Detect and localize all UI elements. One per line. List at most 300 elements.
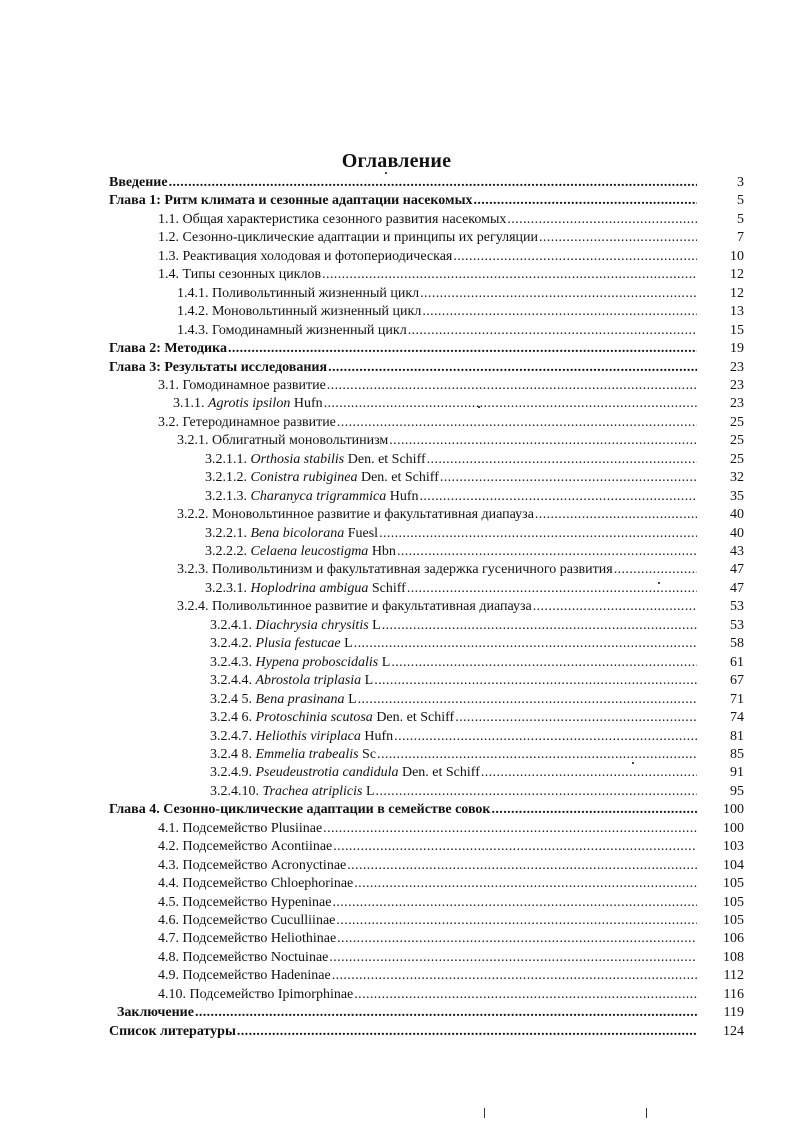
- toc-entry-number: 3.2.1.3.: [205, 488, 247, 504]
- dot-leader: [507, 211, 697, 229]
- toc-entry-label: [158, 875, 353, 893]
- toc-page-number: 81: [730, 728, 744, 744]
- scan-speck: [385, 172, 387, 174]
- toc-entry[interactable]: [0, 377, 793, 395]
- toc-entry-number: 3.2.2.: [177, 507, 209, 523]
- toc-page-number: 23: [730, 377, 744, 393]
- toc-entry-line: [210, 764, 697, 782]
- dot-leader: [535, 506, 697, 524]
- toc-entry-number: 3.2.4 5.: [210, 691, 252, 707]
- dot-leader: [389, 432, 697, 450]
- toc-entry-line: [177, 561, 697, 579]
- toc-entry-title: Подсемейство Chloephorinae: [182, 876, 354, 892]
- toc-entry-title: Поливольтинный жизненный цикл: [212, 285, 420, 301]
- toc-page-number: 74: [730, 710, 744, 726]
- toc-entry-title: Гомодинамный жизненный цикл: [212, 322, 407, 338]
- dot-leader: [376, 783, 697, 801]
- toc-entry-title: Подсемейство Hypeninae: [182, 894, 332, 910]
- dot-leader: [374, 672, 697, 690]
- toc-page-number: 105: [723, 913, 744, 928]
- toc-page-number: 103: [723, 839, 744, 855]
- dot-leader: [420, 285, 697, 303]
- toc-page-number: 19: [730, 341, 744, 357]
- toc-entry[interactable]: [0, 229, 793, 247]
- toc-entry[interactable]: [0, 691, 793, 709]
- toc-entry[interactable]: [0, 820, 793, 838]
- toc-entry-line: [109, 1023, 697, 1041]
- toc-page-number: 35: [730, 488, 744, 504]
- dot-leader: [422, 303, 697, 321]
- toc-entry-label: [158, 820, 322, 838]
- toc-entry-line: [158, 912, 697, 930]
- toc-entry-line: [158, 414, 697, 432]
- toc-entry-line: [177, 285, 697, 303]
- toc-page-number: 12: [730, 267, 744, 283]
- toc-entry[interactable]: [0, 783, 793, 801]
- toc-entry-line: [109, 174, 697, 192]
- toc-species-name: Abrostola triplasia: [255, 673, 362, 689]
- toc-entry[interactable]: [0, 801, 793, 819]
- toc-entry-label: [109, 359, 327, 377]
- toc-species-name: Protoschinia scutosa: [255, 710, 373, 726]
- toc-entry-number: 4.5.: [158, 894, 179, 910]
- toc-entry-label: [177, 303, 421, 321]
- toc-entry-title: Подсемейство Hadeninae: [182, 968, 331, 984]
- toc-entry[interactable]: [0, 561, 793, 579]
- toc-entry-line: [205, 543, 697, 561]
- toc-entry[interactable]: [0, 248, 793, 266]
- dot-leader: [333, 838, 697, 856]
- toc-page-number: 25: [730, 433, 744, 449]
- toc-entry-line: [158, 857, 697, 875]
- toc-entry-number: 4.6.: [158, 913, 179, 928]
- toc-entry-line: [205, 580, 697, 598]
- toc-page-number: 104: [723, 857, 744, 873]
- toc-entry-line: [109, 801, 697, 819]
- toc-entry-line: [210, 709, 697, 727]
- toc-entry-number: 3.2.4.4.: [210, 673, 252, 689]
- toc-entry[interactable]: [0, 598, 793, 616]
- toc-page-number: 108: [723, 949, 744, 965]
- dot-leader: [237, 1023, 697, 1041]
- toc-entry[interactable]: [0, 1023, 793, 1041]
- toc-entry-title: Типы сезонных циклов: [182, 267, 322, 283]
- toc-page-number: 61: [730, 654, 744, 670]
- toc-entry-label: [210, 728, 393, 746]
- dot-leader: [377, 746, 697, 764]
- toc-entry-line: [210, 783, 697, 801]
- toc-entry[interactable]: [0, 1004, 793, 1022]
- toc-entry[interactable]: [0, 211, 793, 229]
- scan-mark: [646, 1108, 647, 1118]
- toc-entry-label: [158, 266, 321, 284]
- toc-species-author: Hufn: [389, 488, 419, 504]
- dot-leader: [327, 377, 697, 395]
- toc-species-name: Celaena leucostigma: [250, 544, 369, 559]
- toc-entry[interactable]: [0, 949, 793, 967]
- dot-leader: [337, 414, 697, 432]
- dot-leader: [394, 728, 697, 746]
- toc-entry-label: [177, 598, 532, 616]
- toc-page-number: 95: [730, 783, 744, 799]
- toc-page-number: 53: [730, 599, 744, 615]
- toc-entry[interactable]: [0, 340, 793, 358]
- toc-entry[interactable]: [0, 451, 793, 469]
- dot-leader: [391, 654, 697, 672]
- toc-species-author: L: [372, 617, 381, 633]
- toc-entry-label: [158, 414, 336, 432]
- toc-species-author: Hbn: [371, 544, 396, 559]
- toc-page-number: 67: [730, 673, 744, 689]
- toc-entry-number: 3.2.4.1.: [210, 617, 252, 633]
- toc-entry-number: 1.4.3.: [177, 322, 209, 338]
- toc-entry-number: 1.2.: [158, 230, 179, 246]
- toc-entry[interactable]: [0, 359, 793, 377]
- toc-page-number: 25: [730, 414, 744, 430]
- toc-page-number: 40: [730, 525, 744, 541]
- toc-entry-line: [158, 820, 697, 838]
- toc-entry[interactable]: [0, 266, 793, 284]
- dot-leader: [195, 1004, 697, 1022]
- toc-species-author: L: [348, 691, 357, 707]
- toc-entry-label: [158, 229, 538, 247]
- dot-leader: [382, 617, 697, 635]
- dot-leader: [427, 451, 697, 469]
- dot-leader: [379, 525, 697, 543]
- toc-entry-title: Общая характеристика сезонного развития насекомых: [182, 211, 507, 227]
- toc-entry-label: [205, 543, 396, 561]
- scan-speck: [478, 406, 480, 408]
- toc-entry[interactable]: [0, 285, 793, 303]
- toc-entry-line: [205, 525, 697, 543]
- toc-entry-title: Гетеродинамное развитие: [182, 414, 336, 430]
- toc-entry[interactable]: [0, 192, 793, 210]
- toc-entry-title: Моновольтинный жизненный цикл: [212, 304, 422, 320]
- toc-entry-label: [158, 838, 332, 856]
- toc-entry[interactable]: [0, 469, 793, 487]
- toc-entry-number: 4.4.: [158, 876, 179, 892]
- toc-entry-number: 3.2.4.2.: [210, 636, 252, 652]
- dot-leader: [354, 635, 697, 653]
- toc-species-author: Den. et Schiff: [347, 451, 426, 467]
- toc-entry-label: [177, 506, 534, 524]
- toc-page-number: 40: [730, 507, 744, 523]
- toc-page-number: 100: [723, 802, 744, 818]
- toc-entry-title: Подсемейство Ipimorphinae: [189, 986, 354, 1002]
- toc-entry[interactable]: [0, 414, 793, 432]
- dot-leader: [336, 912, 697, 930]
- toc-entry[interactable]: [0, 506, 793, 524]
- toc-species-name: Diachrysia chrysitis: [255, 617, 369, 633]
- toc-entry-number: 1.1.: [158, 211, 179, 227]
- toc-entry-number: 1.4.: [158, 267, 179, 283]
- dot-leader: [228, 340, 697, 358]
- toc-entry-title: Сезонно-циклические адаптации и принципы их регуляции: [182, 230, 539, 246]
- toc-entry[interactable]: [0, 764, 793, 782]
- toc-page-number: 100: [723, 820, 744, 836]
- toc-entry-label: [210, 654, 390, 672]
- toc-entry-line: [173, 395, 697, 413]
- toc-entry[interactable]: [0, 930, 793, 948]
- dot-leader: [420, 488, 698, 506]
- dot-leader: [169, 174, 697, 192]
- toc-entry-title: Гомодинамное развитие: [182, 377, 326, 393]
- toc-entry-label: [210, 746, 376, 764]
- toc-entry-label: [210, 617, 381, 635]
- toc-entry-label: [210, 709, 454, 727]
- toc-entry[interactable]: [0, 986, 793, 1004]
- toc-entry-number: 3.2.2.1.: [205, 525, 247, 541]
- toc-entry-title: Заключение: [117, 1005, 194, 1021]
- toc-page-number: 124: [723, 1023, 744, 1039]
- scan-speck: [658, 582, 660, 584]
- toc-entry[interactable]: [0, 303, 793, 321]
- toc-entry-label: [158, 377, 326, 395]
- toc-species-author: Den. et Schiff: [401, 765, 480, 781]
- toc-entry-label: [205, 451, 426, 469]
- toc-page-number: 13: [730, 304, 744, 320]
- toc-page-number: 12: [730, 285, 744, 301]
- toc-page-number: 112: [723, 968, 744, 984]
- dot-leader: [481, 764, 697, 782]
- dot-leader: [328, 359, 697, 377]
- toc-page-number: 106: [723, 931, 744, 947]
- scan-mark: [484, 1108, 485, 1118]
- toc-entry-line: [158, 875, 697, 893]
- toc-page-number: 32: [730, 470, 744, 486]
- toc-entry-line: [210, 654, 697, 672]
- toc-page-number: 5: [737, 193, 744, 209]
- toc-entry-number: 3.2.3.1.: [205, 580, 247, 596]
- toc-entry[interactable]: [0, 543, 793, 561]
- toc-entry-title: Подсемейство Cuculliinae: [182, 913, 336, 928]
- toc-entry-label: [177, 322, 407, 340]
- toc-entry[interactable]: [0, 894, 793, 912]
- toc-entry-label: [210, 783, 375, 801]
- toc-entry-line: [158, 838, 697, 856]
- toc-entry-number: 3.2.4.10.: [210, 783, 259, 799]
- dot-leader: [347, 857, 697, 875]
- toc-entry-number: 4.3.: [158, 857, 179, 873]
- toc-entry-title: Подсемейство Plusiinae: [182, 820, 323, 836]
- dot-leader: [332, 967, 697, 985]
- dot-leader: [614, 561, 697, 579]
- toc-entry-line: [158, 949, 697, 967]
- toc-entry[interactable]: [0, 635, 793, 653]
- toc-entry-title: Поливольтинизм и факультативная задержка гусеничного развития: [212, 562, 613, 578]
- dot-leader: [337, 930, 697, 948]
- toc-entry[interactable]: [0, 967, 793, 985]
- toc-entry-line: [109, 192, 697, 210]
- toc-entry-label: [158, 967, 331, 985]
- toc-species-name: Trachea atriplicis: [262, 783, 363, 799]
- toc-species-name: Orthosia stabilis: [250, 451, 345, 467]
- toc-entry[interactable]: [0, 746, 793, 764]
- toc-entry-line: [158, 229, 697, 247]
- dot-leader: [407, 580, 697, 598]
- toc-entry-line: [158, 986, 697, 1004]
- toc-entry-line: [177, 303, 697, 321]
- toc-entry-number: 3.1.1.: [173, 396, 205, 412]
- dot-leader: [324, 395, 697, 413]
- toc-entry[interactable]: [0, 432, 793, 450]
- toc-entry-line: [205, 451, 697, 469]
- toc-entry-label: [109, 192, 473, 210]
- toc-page-number: 25: [730, 451, 744, 467]
- toc-entry-number: 3.2.4 8.: [210, 746, 252, 762]
- toc-entry-number: 3.2.4.9.: [210, 765, 252, 781]
- toc-page-number: 91: [730, 765, 744, 781]
- toc-entry[interactable]: [0, 875, 793, 893]
- toc-entry-number: 1.3.: [158, 248, 179, 264]
- toc-entry-label: [158, 912, 335, 930]
- toc-entry[interactable]: [0, 617, 793, 635]
- toc-entry-label: [109, 340, 227, 358]
- toc-page-number: 23: [730, 396, 744, 412]
- dot-leader: [539, 229, 697, 247]
- toc-entry[interactable]: [0, 857, 793, 875]
- toc-species-name: Pseudeustrotia candidula: [255, 765, 399, 781]
- toc-entry[interactable]: [0, 488, 793, 506]
- toc-entry-title: Глава 3: Результаты исследования: [109, 359, 328, 375]
- toc-entry-line: [177, 506, 697, 524]
- toc-entry-label: [205, 488, 419, 506]
- page-title: Оглавление: [341, 150, 452, 172]
- toc-entry-line: [158, 266, 697, 284]
- toc-entry-number: 4.8.: [158, 949, 179, 965]
- toc-entry-title: Глава 1: Ритм климата и сезонные адаптации насекомых: [109, 193, 473, 209]
- toc-entry-label: [205, 525, 378, 543]
- toc-entry-label: [158, 248, 452, 266]
- toc-entry-label: [158, 930, 336, 948]
- toc-entry-number: 4.10.: [158, 986, 186, 1002]
- toc-species-author: L: [365, 783, 375, 799]
- toc-entry[interactable]: [0, 395, 793, 413]
- dot-leader: [453, 248, 697, 266]
- toc-entry[interactable]: [0, 322, 793, 340]
- toc-entry-label: [158, 211, 506, 229]
- toc-entry-number: 3.2.4.7.: [210, 728, 252, 744]
- toc-entry-number: 3.2.1.1.: [205, 451, 247, 467]
- scan-speck: [632, 762, 634, 764]
- toc-entry-title: Реактивация холодовая и фотопериодическая: [182, 248, 453, 264]
- toc-page-number: 58: [730, 636, 744, 652]
- toc-entry[interactable]: [0, 838, 793, 856]
- toc-entry-label: [109, 801, 491, 819]
- toc-species-name: Heliothis viriplaca: [255, 728, 361, 744]
- toc-entry-line: [109, 359, 697, 377]
- toc-entry-number: 4.2.: [158, 839, 179, 855]
- toc-entry-label: [117, 1004, 194, 1022]
- toc-entry-number: 4.9.: [158, 968, 179, 984]
- toc-entry-title: Введение: [109, 175, 168, 190]
- toc-entry-number: 3.2.3.: [177, 562, 209, 578]
- toc-entry[interactable]: [0, 728, 793, 746]
- toc-entry-line: [210, 617, 697, 635]
- toc-page-number: 71: [730, 691, 744, 707]
- toc-page-number: 85: [730, 746, 744, 762]
- toc-entry-line: [210, 728, 697, 746]
- dot-leader: [322, 266, 697, 284]
- dot-leader: [323, 820, 697, 838]
- dot-leader: [533, 598, 697, 616]
- toc-page-number: 105: [723, 894, 744, 910]
- dot-leader: [474, 192, 698, 210]
- toc-species-author: Hufn: [364, 728, 394, 744]
- dot-leader: [332, 894, 697, 912]
- toc-entry-number: 3.2.1.: [177, 433, 209, 449]
- toc-entry[interactable]: [0, 580, 793, 598]
- toc-species-name: Hoplodrina ambigua: [250, 580, 369, 596]
- toc-entry[interactable]: [0, 912, 793, 930]
- toc-entry-line: [177, 432, 697, 450]
- toc-species-author: L: [364, 673, 374, 689]
- toc-entry-label: [158, 949, 328, 967]
- toc-entry-number: 4.7.: [158, 931, 179, 947]
- toc-species-author: Hufn: [293, 396, 323, 412]
- toc-entry-label: [177, 285, 419, 303]
- toc-species-name: Hypena proboscidalis: [255, 654, 379, 670]
- toc-entry-label: [158, 894, 331, 912]
- toc-page-number: 15: [730, 322, 744, 338]
- toc-entry-line: [177, 598, 697, 616]
- dot-leader: [455, 709, 697, 727]
- toc-entry-label: [210, 672, 373, 690]
- toc-entry[interactable]: [0, 174, 793, 192]
- toc-species-author: Sc: [362, 746, 377, 762]
- toc-entry-number: 3.2.1.2.: [205, 470, 247, 486]
- toc-entry-label: [210, 764, 480, 782]
- toc-page-number: 7: [737, 230, 744, 246]
- toc-entry-number: 1.4.2.: [177, 304, 209, 320]
- toc-entry-line: [109, 340, 697, 358]
- toc-entry-number: 3.1.: [158, 377, 179, 393]
- toc-entry-line: [158, 248, 697, 266]
- toc-entry[interactable]: [0, 525, 793, 543]
- toc-entry-line: [210, 635, 697, 653]
- dot-leader: [397, 543, 697, 561]
- toc-entry-number: 3.2.4.3.: [210, 654, 252, 670]
- toc-page-number: 5: [737, 211, 744, 227]
- dot-leader: [408, 322, 697, 340]
- dot-leader: [354, 986, 697, 1004]
- toc-entry-line: [158, 894, 697, 912]
- toc-entry-title: Подсемейство Acronyctinae: [182, 857, 347, 873]
- toc-entry-line: [205, 488, 697, 506]
- toc-species-author: Den. et Schiff: [360, 470, 439, 486]
- toc-entry-title: Подсемейство Noctuinae: [182, 949, 329, 965]
- toc-entry-label: [210, 635, 353, 653]
- dot-leader: [440, 469, 697, 487]
- toc-entry-label: [109, 1023, 236, 1041]
- toc-entry-number: 3.2.4.: [177, 599, 209, 615]
- toc-entry-line: [158, 377, 697, 395]
- toc-entry-label: [158, 986, 353, 1004]
- toc-entry[interactable]: [0, 709, 793, 727]
- toc-entry-label: [205, 469, 439, 487]
- toc-page-number: 10: [730, 248, 744, 264]
- toc-entry-number: 3.2.2.2.: [205, 544, 247, 559]
- toc-entry-label: [177, 432, 388, 450]
- toc-entry-number: 3.2.4 6.: [210, 710, 252, 726]
- toc-entry-line: [158, 211, 697, 229]
- toc-entry[interactable]: [0, 654, 793, 672]
- toc-entry-line: [158, 967, 697, 985]
- toc-entry-title: Поливольтинное развитие и факультативная диапауза: [212, 599, 532, 615]
- toc-entry-line: [177, 322, 697, 340]
- toc-entry[interactable]: [0, 672, 793, 690]
- toc-species-name: Plusia festucae: [255, 636, 341, 652]
